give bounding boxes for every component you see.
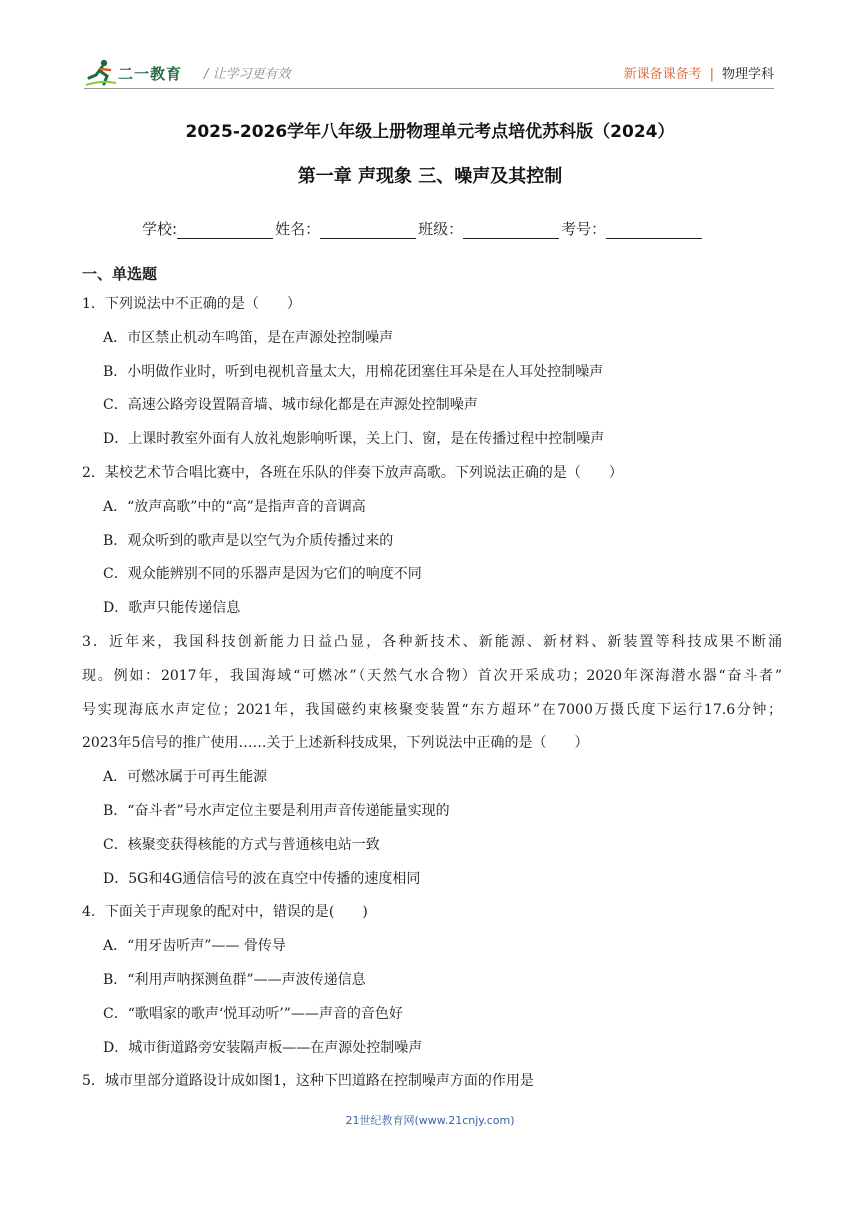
option-c: C．高速公路旁设置隔音墙、城市绿化都是在声源处控制噪声 (103, 397, 478, 414)
class-label: 班级： (418, 220, 464, 238)
option-a: A．“放声高歌”中的“高”是指声音的音调高 (103, 498, 366, 515)
option-a: A．市区禁止机动车鸣笛，是在声源处控制噪声 (103, 329, 394, 346)
option-b: B．“奋斗者”号水声定位主要是利用声音传递能量实现的 (103, 802, 450, 819)
option-c: C．“歌唱家的歌声‘悦耳动听’”——声音的音色好 (103, 1005, 403, 1022)
question-3 (82, 626, 782, 896)
exam-no-label: 考号： (561, 220, 607, 238)
question-5 (82, 1065, 782, 1099)
question-stem-line: 2023年5信号的推广使用……关于上述新科技成果，下列说法中正确的是（ ） (82, 735, 589, 752)
exam-no-blank[interactable] (606, 222, 702, 239)
name-field (275, 218, 418, 239)
option-c: C．观众能辨别不同的乐器声是因为它们的响度不同 (103, 566, 422, 583)
question-stem-line: 3．近年来，我国科技创新能力日益凸显，各种新技术、新能源、新材料、新装置等科技成果不断涌 (82, 633, 782, 650)
option-d: D．城市街道路旁安装隔声板——在声源处控制噪声 (103, 1039, 423, 1056)
question-list (82, 288, 782, 1099)
section-title: 一、单选题 (82, 265, 158, 283)
school-blank[interactable] (177, 222, 273, 239)
header-separator: | (709, 67, 714, 82)
option-d: D．歌声只能传递信息 (103, 600, 241, 617)
class-blank[interactable] (463, 222, 559, 239)
page-title: 2025-2026学年八年级上册物理单元考点培优苏科版（2024） (185, 122, 675, 142)
chapter-title: 第一章 声现象 三、噪声及其控制 (297, 166, 563, 187)
question-stem: 5．城市里部分道路设计成如图1，这种下凹道路在控制噪声方面的作用是 (82, 1073, 534, 1090)
school-field (142, 218, 275, 239)
school-label: 学校: (142, 220, 178, 238)
header-divider (84, 88, 774, 89)
page-header (84, 58, 774, 90)
logo-text: 二一教育 (118, 65, 183, 83)
option-d: D．5G和4G通信信号的波在真空中传播的速度相同 (103, 870, 421, 887)
student-info (142, 218, 704, 239)
name-blank[interactable] (320, 222, 416, 239)
question-stem: 4．下面关于声现象的配对中，错误的是( ) (82, 904, 368, 921)
question-stem: 2．某校艺术节合唱比赛中，各班在乐队的伴奏下放声高歌。下列说法正确的是（ ） (82, 464, 623, 481)
option-a: A．“用牙齿听声”—— 骨传导 (103, 938, 286, 955)
question-stem-line: 现。例如：2017年，我国海域“可燃冰”（天然气水合物）首次开采成功；2020年深海潜水器“奋斗者” (82, 667, 782, 684)
page-footer: 21世纪教育网(www.21cnjy.com) (345, 1114, 515, 1127)
option-b: B．小明做作业时，听到电视机音量太大，用棉花团塞住耳朵是在人耳处控制噪声 (103, 363, 604, 380)
option-b: B．“利用声呐探测鱼群”——声波传递信息 (103, 971, 366, 988)
option-c: C．核聚变获得核能的方式与普通核电站一致 (103, 836, 380, 853)
question-stem: 1．下列说法中不正确的是（ ） (82, 296, 301, 312)
question-2 (82, 457, 782, 626)
option-a: A．可燃冰属于可再生能源 (103, 769, 268, 786)
option-d: D．上课时教室外面有人放礼炮影响听课，关上门、窗，是在传播过程中控制噪声 (103, 431, 605, 448)
exam-no-field (561, 218, 704, 239)
option-b: B．观众听到的歌声是以空气为介质传播过来的 (103, 532, 394, 549)
question-1 (82, 288, 782, 457)
logo (84, 58, 194, 88)
header-right (624, 63, 774, 82)
runner-logo-icon (84, 58, 118, 88)
question-4 (82, 896, 782, 1065)
slogan: / 让学习更有效 (204, 67, 291, 82)
question-stem-line: 号实现海底水声定位；2021年，我国磁约束核聚变装置“东方超环”在7000万摄氏度下运行17.6分钟； (82, 701, 782, 718)
header-course-label: 新课备课备考 (623, 67, 702, 82)
name-label: 姓名： (275, 220, 321, 238)
header-subject: 物理学科 (721, 67, 774, 82)
class-field (418, 218, 561, 239)
